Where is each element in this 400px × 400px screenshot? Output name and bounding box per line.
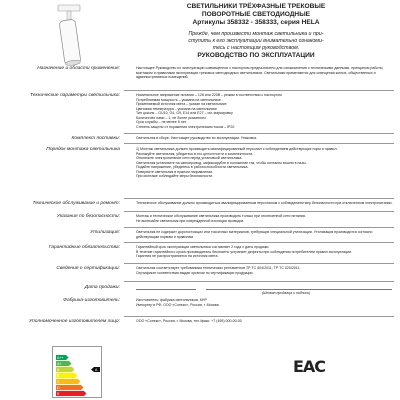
title-line-1: СВЕТИЛЬНИКИ ТРЁХФАЗНЫЕ ТРЕКОВЫЕ (186, 3, 326, 10)
divider (124, 263, 394, 264)
energy-class-pointer-label: A (95, 368, 98, 372)
section-text: Номинальное напряжение питания – 128 или 220В – режим в соответствии с паспортом Потребляемая мощность – указана на светильнике Применяемый источник света – указан на светильнике Цветовая температура – указана на светильнике Тип цоколя – GU10, G4, G9, E14 или E27 – см. маркировку Количество ламп – 1, не более указанного Срок службы – не менее 5 лет Степень защиты от поражения электрическим током – IP20 (136, 93, 282, 129)
section-label: Комплект поставки: (71, 136, 120, 141)
section-label: Сведения о сертификации: (56, 266, 120, 271)
divider (124, 133, 394, 134)
section-text: Гарантийный срок эксплуатации светильника составляет 2 года с даты продажи. В течение гарантийного срока производитель бесплатно устраняет дефекты при соблюдении потребителем правил эксплуатации. Гарантия не распространяется на источник света. (136, 245, 352, 259)
energy-class-label: A+ (57, 362, 62, 366)
eac-mark: EAC (292, 357, 326, 376)
section-label: Дата продажи: (84, 285, 120, 290)
section-label: Техническое обслуживание и ремонт: (32, 201, 120, 206)
section-text: Монтаж и техническое обслуживание светильника производить только при отключенной сети питания. Не включайте светильник при поврежденной изоляции проводов. (136, 214, 306, 223)
section-text: Светильник в сборе. Настоящее руководство по эксплуатации. Упаковка. (136, 136, 257, 140)
divider (124, 143, 394, 144)
warning-line-3: тесь с настоящим руководством. (212, 45, 300, 51)
divider (124, 316, 394, 317)
title-line-2: ПОВОРОТНЫЕ СВЕТОДИОДНЫЕ (201, 11, 311, 19)
energy-class-bar (56, 379, 81, 384)
section-label: Фабрика-изготовитель: (63, 298, 120, 303)
energy-class-label: C (57, 380, 60, 384)
section-label: Порядок монтажа светильника (46, 147, 120, 152)
warning-line-2: ступить к его эксплуатации внимательно ознакоми- (188, 38, 324, 44)
divider (124, 281, 394, 282)
energy-class-label: A (57, 368, 60, 372)
track-light-illustration (46, 2, 96, 70)
energy-class-label: B (57, 374, 60, 378)
title-line-3: Артикулы 358332 - 358333, серия HELA (192, 19, 320, 27)
section-text: Изготовитель: фабрика светильников, КНР Импортер в РФ: ООО «Сонекс», Россия, г. Москва (136, 298, 219, 307)
section-text: ООО «Сонекс», Россия, г. Москва, тел./факс: +7 (495) 000-00-00 (136, 319, 242, 323)
warning-line-1: Прежде, чем произвести монтаж светильника и при- (188, 31, 324, 37)
divider (124, 227, 394, 228)
energy-class-label: E (57, 392, 60, 396)
warning-text (118, 31, 394, 52)
divider (124, 198, 394, 199)
section-label: Гарантийные обязательства: (48, 245, 120, 250)
energy-class-bar (56, 391, 87, 396)
divider (124, 90, 394, 91)
seller-stamp-caption: (Штамп продавца и подпись) (262, 291, 311, 295)
energy-class-label: D (57, 386, 60, 390)
section-label: Уполномоченное изготовителем лицо: (28, 319, 120, 324)
section-text: 1) Монтаж светильника должен производить квалифицированный персонал с соблюдением действующих норм и правил. Распакуйте светильник, убедитесь в его целостности и комплектности. Отключите электропитание сети перед установкой светильника. Светильник установите на шинопровод, зафиксируйте в положение так, чтобы контакты вошли в пазы. Подайте напряжение, убедитесь в работоспособности светильника. Поверните светильник в нужном направлении. При монтаже соблюдайте меры безопасности. (136, 147, 338, 179)
divider (124, 211, 394, 212)
sale-date-line (136, 289, 196, 290)
divider (124, 242, 394, 243)
energy-class-label: A++ (57, 356, 64, 360)
section-label: Указания по безопасности: (56, 214, 120, 219)
section-text: Настоящее Руководство по эксплуатации совмещенное с паспортом предназначено для ознакомления с техническими данными, принципом работы, монтажом и правилами эксплуатации трековых светодиодных светильников. Светильники применяются для освещения жилых, общественных и административных помещений. (136, 66, 384, 80)
energy-class-bars (53, 347, 101, 397)
section-text: Техническое обслуживание должно производиться квалифицированным персоналом с соблюдением мер безопасности при отключенном электропитании. (136, 201, 393, 205)
energy-efficiency-label (52, 346, 102, 398)
product-title (118, 3, 394, 28)
energy-class-bar (56, 385, 84, 390)
section-text: Светильник не содержит дорогостоящих или токсичных материалов, требующих специальной утилизации. Утилизация производится согласно действующим нормам и правилам. (136, 230, 373, 239)
manual-title: РУКОВОДСТВО ПО ЭКСПЛУАТАЦИИ (197, 52, 315, 59)
section-text: Светильник соответствует требованиям технических регламентов ТР ТС 004/2011, ТР ТС 020/2011. Сертификат соответствия выдан органом по сертификации продукции. (136, 266, 301, 275)
section-label: Технические параметры светильника: (30, 93, 120, 98)
section-label: Утилизация: (90, 230, 120, 235)
seller-stamp-line (206, 289, 392, 290)
section-label: Назначение и области применения: (37, 66, 120, 71)
